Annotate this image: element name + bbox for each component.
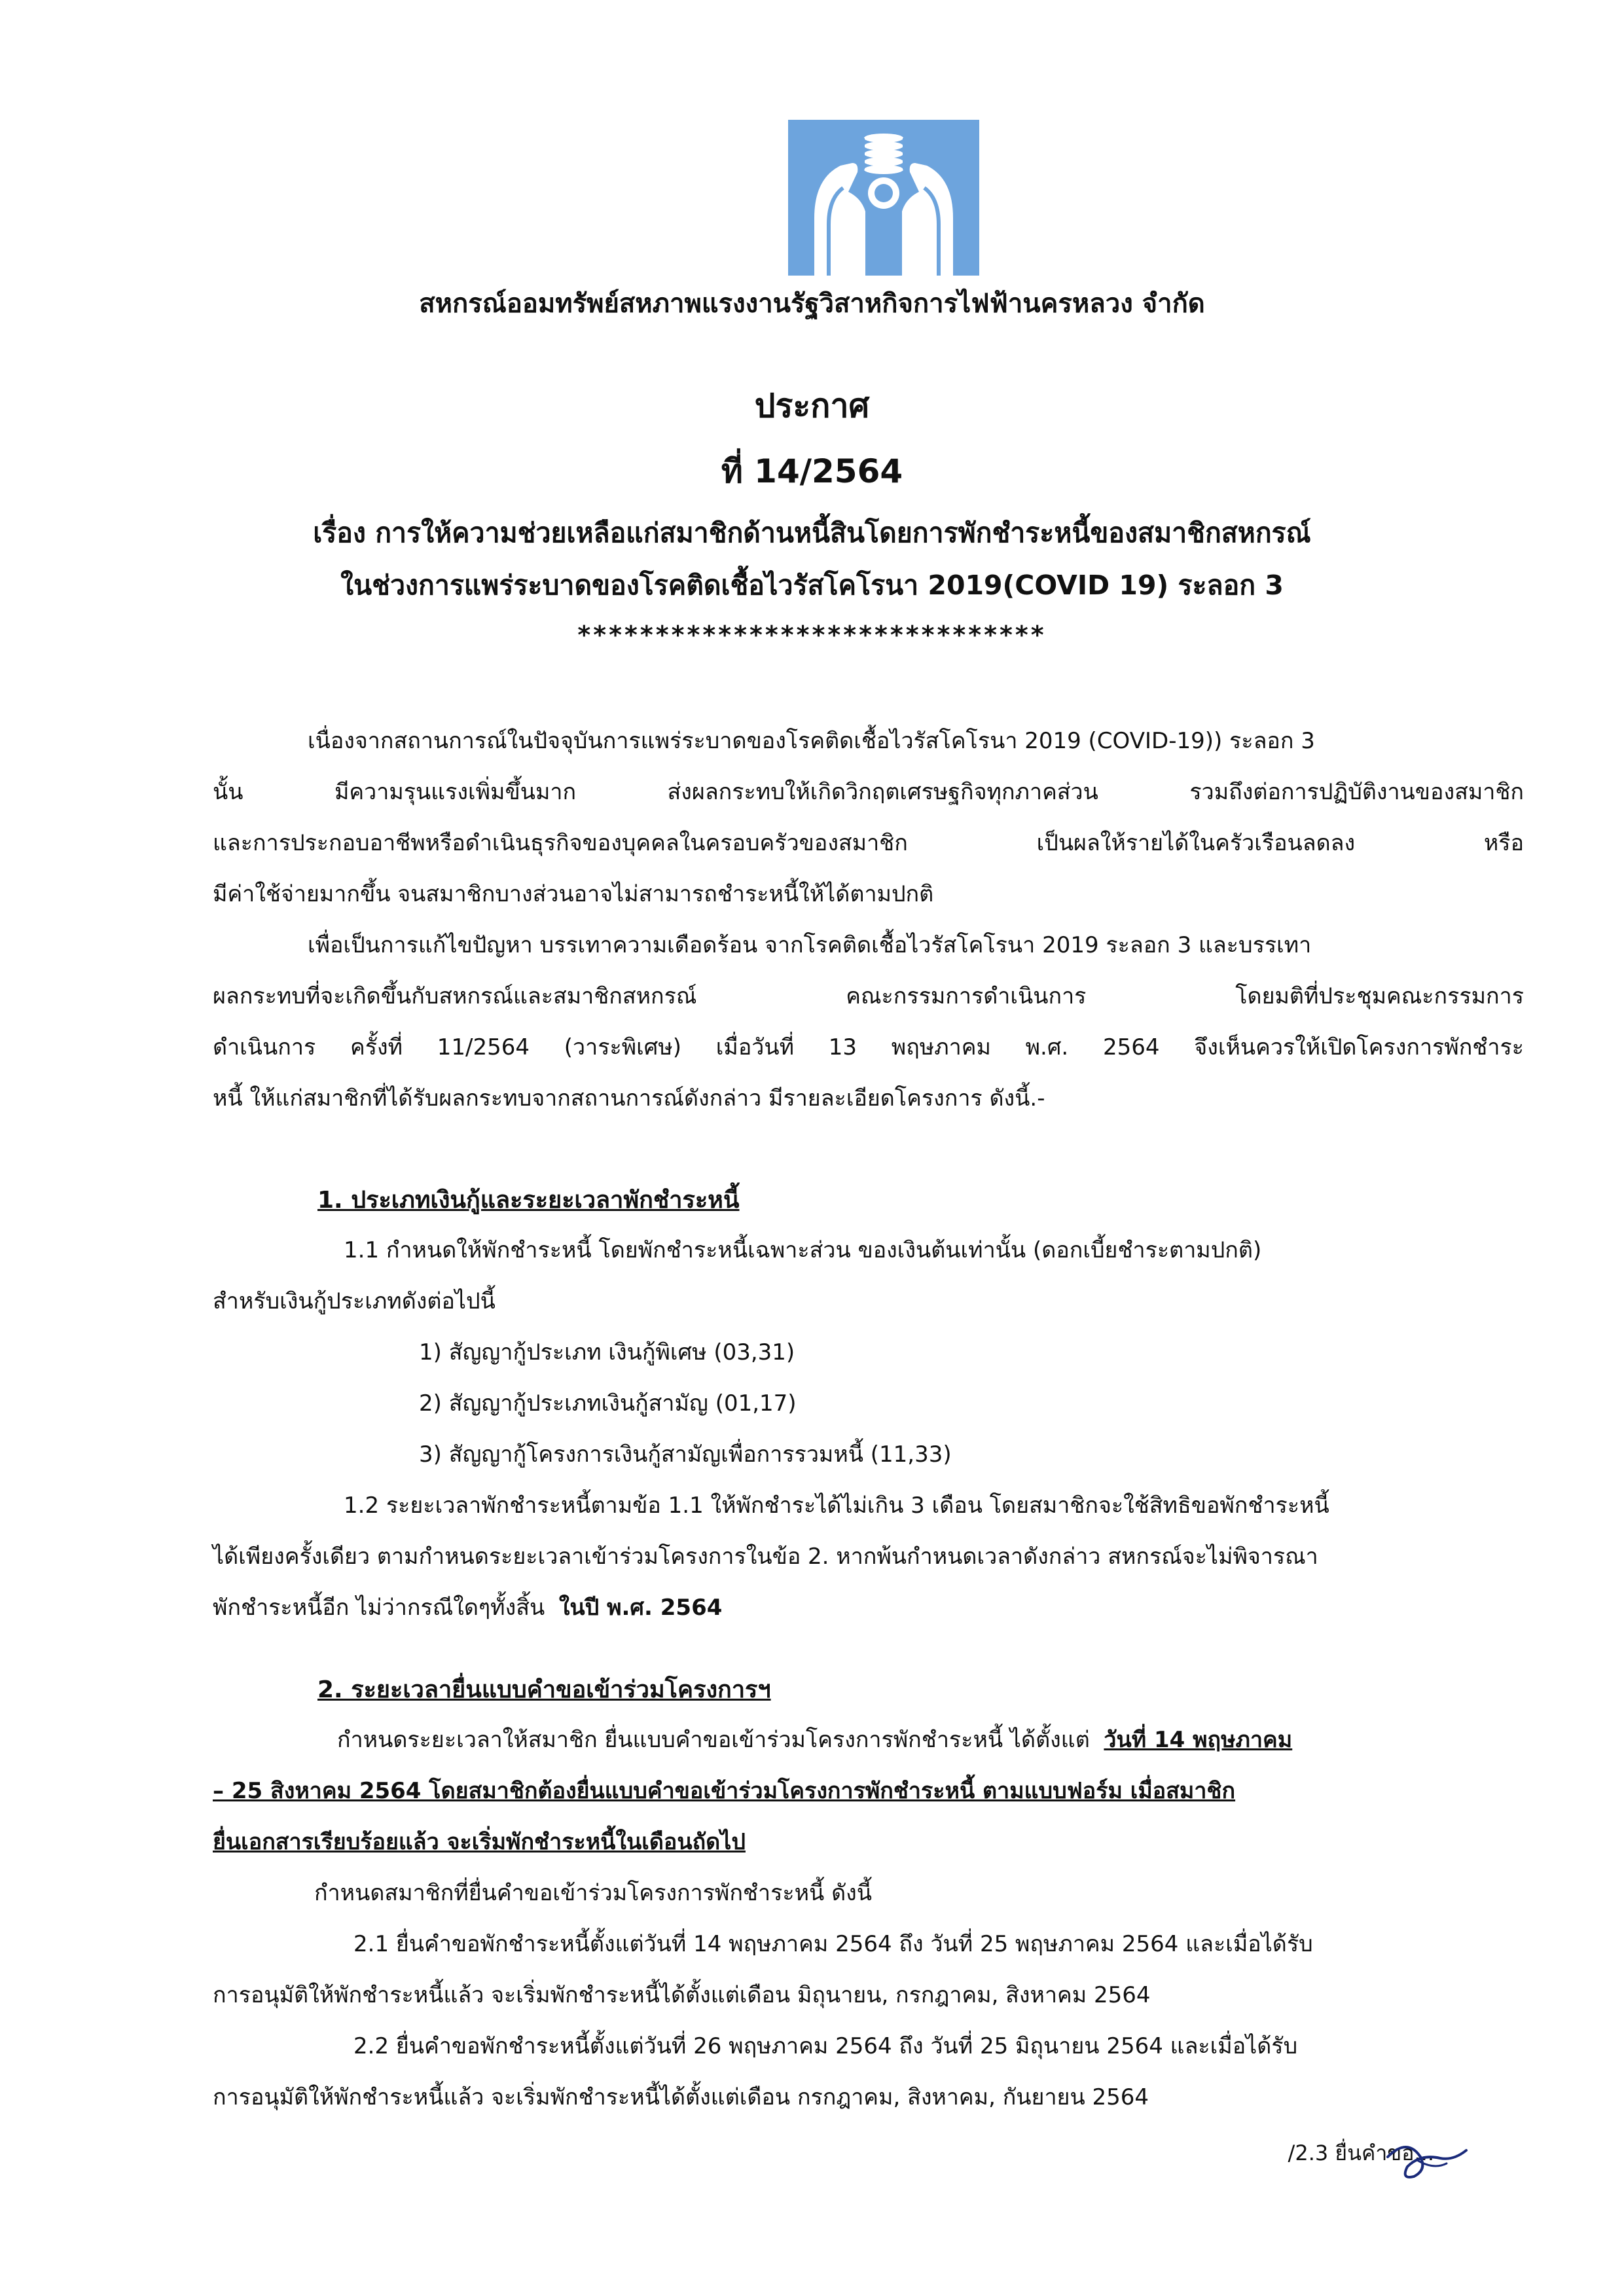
divider: ****************************** <box>577 621 1047 649</box>
intro-p1-line: และการประกอบอาชีพหรือดำเนินธุรกิจของบุคคลในครอบครัวของสมาชิก เป็นผลให้รายได้ในครัวเรือนลดลง หรือ <box>213 830 1524 856</box>
item-2-2-line: การอนุมัติให้พักชำระหนี้แล้ว จะเริ่มพักชำระหนี้ได้ตั้งแต่เดือน กรกฎาคม, สิงหาคม, กันยายน 2564 <box>213 2084 1149 2110</box>
loan-type-item: 2) สัญญากู้ประเภทเงินกู้สามัญ (01,17) <box>419 1390 797 1417</box>
loan-type-item: 3) สัญญากู้โครงการเงินกู้สามัญเพื่อการรวมหนี้ (11,33) <box>419 1441 952 1468</box>
section-2-date-emphasis: วันที่ 14 พฤษภาคม <box>1104 1727 1293 1753</box>
item-1-2-emphasis: ในปี พ.ศ. 2564 <box>558 1595 723 1621</box>
item-2-1-line: 2.1 ยื่นคำขอพักชำระหนี้ตั้งแต่วันที่ 14 พฤษภาคม 2564 ถึง วันที่ 25 พฤษภาคม 2564 และเมื่อได้รับ <box>353 1931 1313 1957</box>
loan-type-item: 1) สัญญากู้ประเภท เงินกู้พิเศษ (03,31) <box>419 1339 795 1365</box>
announcement-number: ที่ 14/2564 <box>721 452 903 490</box>
item-1-1-line: สำหรับเงินกู้ประเภทดังต่อไปนี้ <box>213 1288 496 1314</box>
organization-name: สหกรณ์ออมทรัพย์สหภาพแรงงานรัฐวิสาหกิจการไฟฟ้านครหลวง จำกัด <box>419 289 1205 319</box>
section-2-line-2: – 25 สิงหาคม 2564 โดยสมาชิกต้องยื่นแบบคำขอเข้าร่วมโครงการพักชำระหนี้ ตามแบบฟอร์ม เมื่อสมาชิก <box>213 1778 1236 1804</box>
section-2-line-4: กำหนดสมาชิกที่ยื่นคำขอเข้าร่วมโครงการพักชำระหนี้ ดังนี้ <box>314 1880 873 1906</box>
item-1-2-last-text: พักชำระหนี้อีก ไม่ว่ากรณีใดๆทั้งสิ้น <box>213 1595 545 1621</box>
subject-line-2: ในช่วงการแพร่ระบาดของโรคติดเชื้อไวรัสโคโรนา 2019(COVID 19) ระลอก 3 <box>340 569 1284 601</box>
intro-p2-line: หนี้ ให้แก่สมาชิกที่ได้รับผลกระทบจากสถานการณ์ดังกล่าว มีรายละเอียดโครงการ ดังนี้.- <box>213 1085 1045 1111</box>
intro-p1-line: มีค่าใช้จ่ายมากขึ้น จนสมาชิกบางส่วนอาจไม่สามารถชำระหนี้ให้ได้ตามปกติ <box>213 881 934 907</box>
section-1-heading: 1. ประเภทเงินกู้และระยะเวลาพักชำระหนี้ <box>317 1187 740 1214</box>
intro-p2-line: ดำเนินการ ครั้งที่ 11/2564 (วาระพิเศษ) เมื่อวันที่ 13 พฤษภาคม พ.ศ. 2564 จึงเห็นควรให้เปิดโครงการพักชำระ <box>213 1034 1524 1060</box>
announcement-title: ประกาศ <box>754 387 870 425</box>
section-2-line-1-text: กำหนดระยะเวลาให้สมาชิก ยื่นแบบคำขอเข้าร่วมโครงการพักชำระหนี้ ได้ตั้งแต่ <box>337 1727 1090 1753</box>
initials-signature-icon <box>1381 2131 1479 2183</box>
item-1-1-line: 1.1 กำหนดให้พักชำระหนี้ โดยพักชำระหนี้เฉพาะส่วน ของเงินต้นเท่านั้น (ดอกเบี้ยชำระตามปกติ) <box>344 1237 1262 1263</box>
item-1-2-line: ได้เพียงครั้งเดียว ตามกำหนดระยะเวลาเข้าร่วมโครงการในข้อ 2. หากพ้นกำหนดเวลาดังกล่าว สหกรณ์จะไม่พิจารณา <box>213 1544 1318 1570</box>
section-2-line-1 <box>337 1727 1292 1754</box>
page-continuation: /2.3 ยื่นคำขอ... <box>1288 2141 1434 2165</box>
item-2-1-line: การอนุมัติให้พักชำระหนี้แล้ว จะเริ่มพักชำระหนี้ได้ตั้งแต่เดือน มิถุนายน, กรกฎาคม, สิงหาคม 2564 <box>213 1982 1151 2008</box>
cooperative-logo-icon <box>788 120 979 276</box>
intro-p2-line: ผลกระทบที่จะเกิดขึ้นกับสหกรณ์และสมาชิกสหกรณ์ คณะกรรมการดำเนินการ โดยมติที่ประชุมคณะกรรมการ <box>213 983 1524 1009</box>
item-1-2-last-line <box>213 1595 722 1621</box>
section-2-line-3: ยื่นเอกสารเรียบร้อยแล้ว จะเริ่มพักชำระหนี้ในเดือนถัดไป <box>213 1829 746 1855</box>
subject-line-1: เรื่อง การให้ความช่วยเหลือแก่สมาชิกด้านหนี้สินโดยการพักชำระหนี้ของสมาชิกสหกรณ์ <box>313 517 1311 549</box>
intro-p1-line: นั้น มีความรุนแรงเพิ่มขึ้นมาก ส่งผลกระทบให้เกิดวิกฤตเศรษฐกิจทุกภาคส่วน รวมถึงต่อการปฏิบัติงานของสมาชิก <box>213 779 1524 805</box>
intro-p2-line: เพื่อเป็นการแก้ไขปัญหา บรรเทาความเดือดร้อน จากโรคติดเชื้อไวรัสโคโรนา 2019 ระลอก 3 และบรรเทา <box>308 932 1312 958</box>
item-1-2-line: 1.2 ระยะเวลาพักชำระหนี้ตามข้อ 1.1 ให้พักชำระได้ไม่เกิน 3 เดือน โดยสมาชิกจะใช้สิทธิขอพักชำระหนี้ <box>344 1492 1329 1519</box>
section-2-heading: 2. ระยะเวลายื่นแบบคำขอเข้าร่วมโครงการฯ <box>317 1676 771 1703</box>
item-2-2-line: 2.2 ยื่นคำขอพักชำระหนี้ตั้งแต่วันที่ 26 พฤษภาคม 2564 ถึง วันที่ 25 มิถุนายน 2564 และเมื่อได้รับ <box>353 2033 1298 2059</box>
intro-p1-line: เนื่องจากสถานการณ์ในปัจจุบันการแพร่ระบาดของโรคติดเชื้อไวรัสโคโรนา 2019 (COVID-19)) ระลอก 3 <box>308 728 1315 754</box>
